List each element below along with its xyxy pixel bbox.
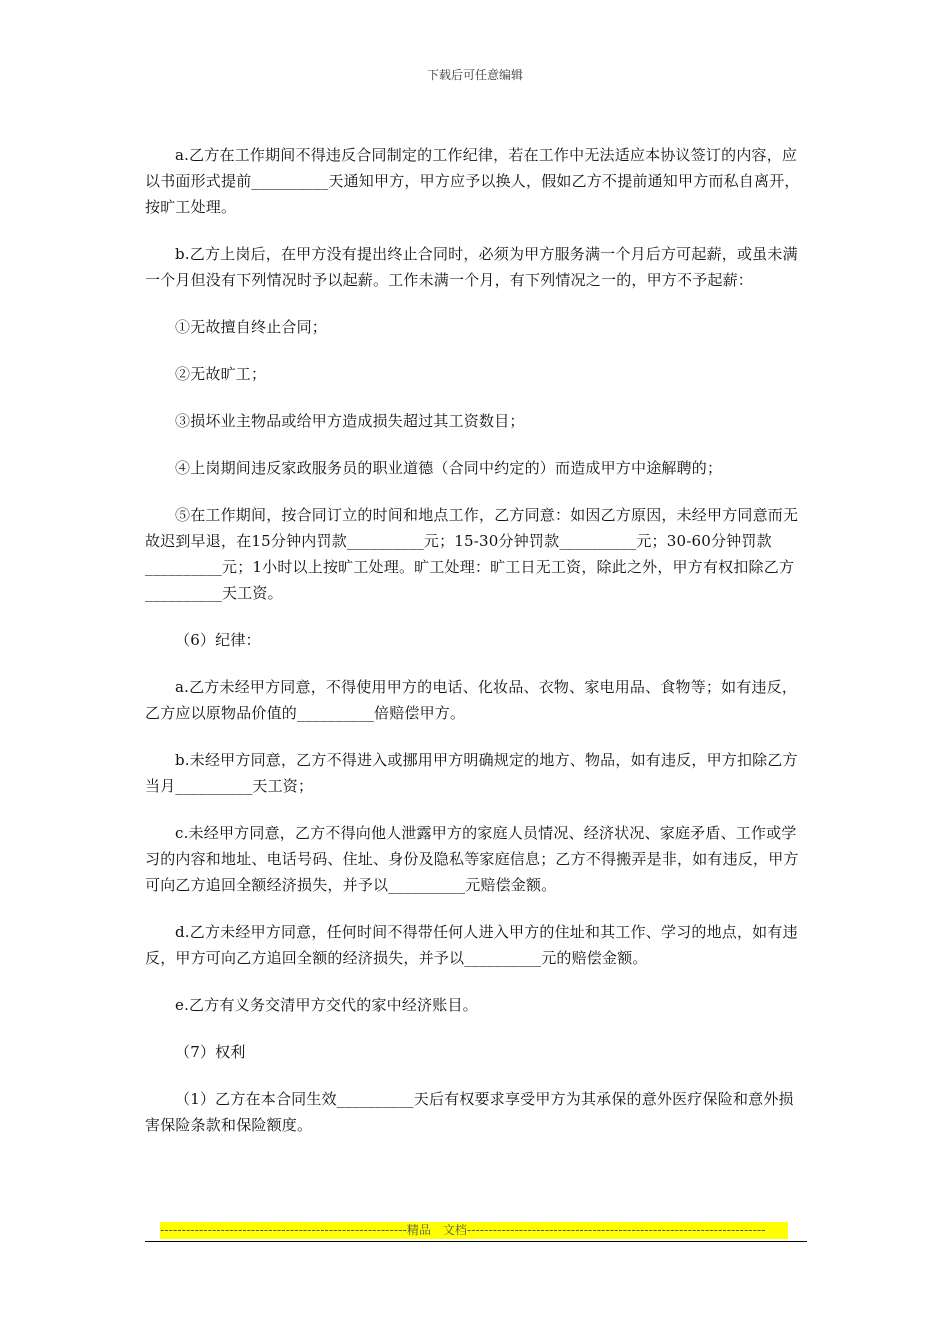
paragraph-discipline-d: d.乙方未经甲方同意，任何时间不得带任何人进入甲方的住址和其工作、学习的地点，如有违反，甲方可向乙方追回全额的经济损失，并予以__________元的赔偿金额。 <box>145 923 798 967</box>
section-heading-discipline: （6）纪律： <box>175 631 261 649</box>
footer-divider <box>145 1241 807 1242</box>
page-header: 下载后可任意编辑 <box>426 68 523 82</box>
footer-banner: ---------------------------------------------------------精品 文档--------------------------------------------------------------------- <box>160 1222 788 1239</box>
document-body <box>145 142 807 1159</box>
list-item-5: ⑤在工作期间，按合同订立的时间和地点工作，乙方同意：如因乙方原因，未经甲方同意而无故迟到早退，在15分钟内罚款__________元；15-30分钟罚款__________元；30-60分钟罚款__________元；1小时以上按旷工处理。旷工处理：旷工日无工资，除此之外，甲方有权扣除乙方__________天工资。 <box>145 506 799 602</box>
paragraph-a-resignation-notice: a.乙方在工作期间不得违反合同制定的工作纪律，若在工作中无法适应本协议签订的内容，应以书面形式提前__________天通知甲方，甲方应予以换人，假如乙方不提前通知甲方而私自离开，按旷工处理。 <box>145 146 800 216</box>
paragraph-discipline-a: a.乙方未经甲方同意，不得使用甲方的电话、化妆品、衣物、家电用品、食物等；如有违反，乙方应以原物品价值的__________倍赔偿甲方。 <box>145 678 798 722</box>
list-item-4: ④上岗期间违反家政服务员的职业道德（合同中约定的）而造成甲方中途解聘的； <box>175 459 723 477</box>
paragraph-rights-1: （1）乙方在本合同生效__________天后有权要求享受甲方为其承保的意外医疗保险和意外损害保险条款和保险额度。 <box>145 1090 794 1134</box>
list-item-2: ②无故旷工； <box>175 365 267 383</box>
list-item-3: ③损坏业主物品或给甲方造成损失超过其工资数目； <box>175 412 525 430</box>
paragraph-b-salary-start: b.乙方上岗后，在甲方没有提出终止合同时，必须为甲方服务满一个月后方可起薪，或虽未满一个月但没有下列情况时予以起薪。工作未满一个月，有下列情况之一的，甲方不予起薪： <box>145 245 798 289</box>
paragraph-discipline-b: b.未经甲方同意，乙方不得进入或挪用甲方明确规定的地方、物品，如有违反，甲方扣除乙方当月__________天工资； <box>145 751 798 795</box>
paragraph-discipline-c: c.未经甲方同意，乙方不得向他人泄露甲方的家庭人员情况、经济状况、家庭矛盾、工作或学习的内容和地址、电话号码、住址、身份及隐私等家庭信息；乙方不得搬弄是非，如有违反，甲方可向乙方追回全额经济损失，并予以__________元赔偿金额。 <box>145 824 799 894</box>
list-item-1: ①无故擅自终止合同； <box>175 318 328 336</box>
paragraph-discipline-e: e.乙方有义务交清甲方交代的家中经济账目。 <box>175 996 478 1014</box>
section-heading-rights: （7）权利 <box>175 1043 246 1061</box>
